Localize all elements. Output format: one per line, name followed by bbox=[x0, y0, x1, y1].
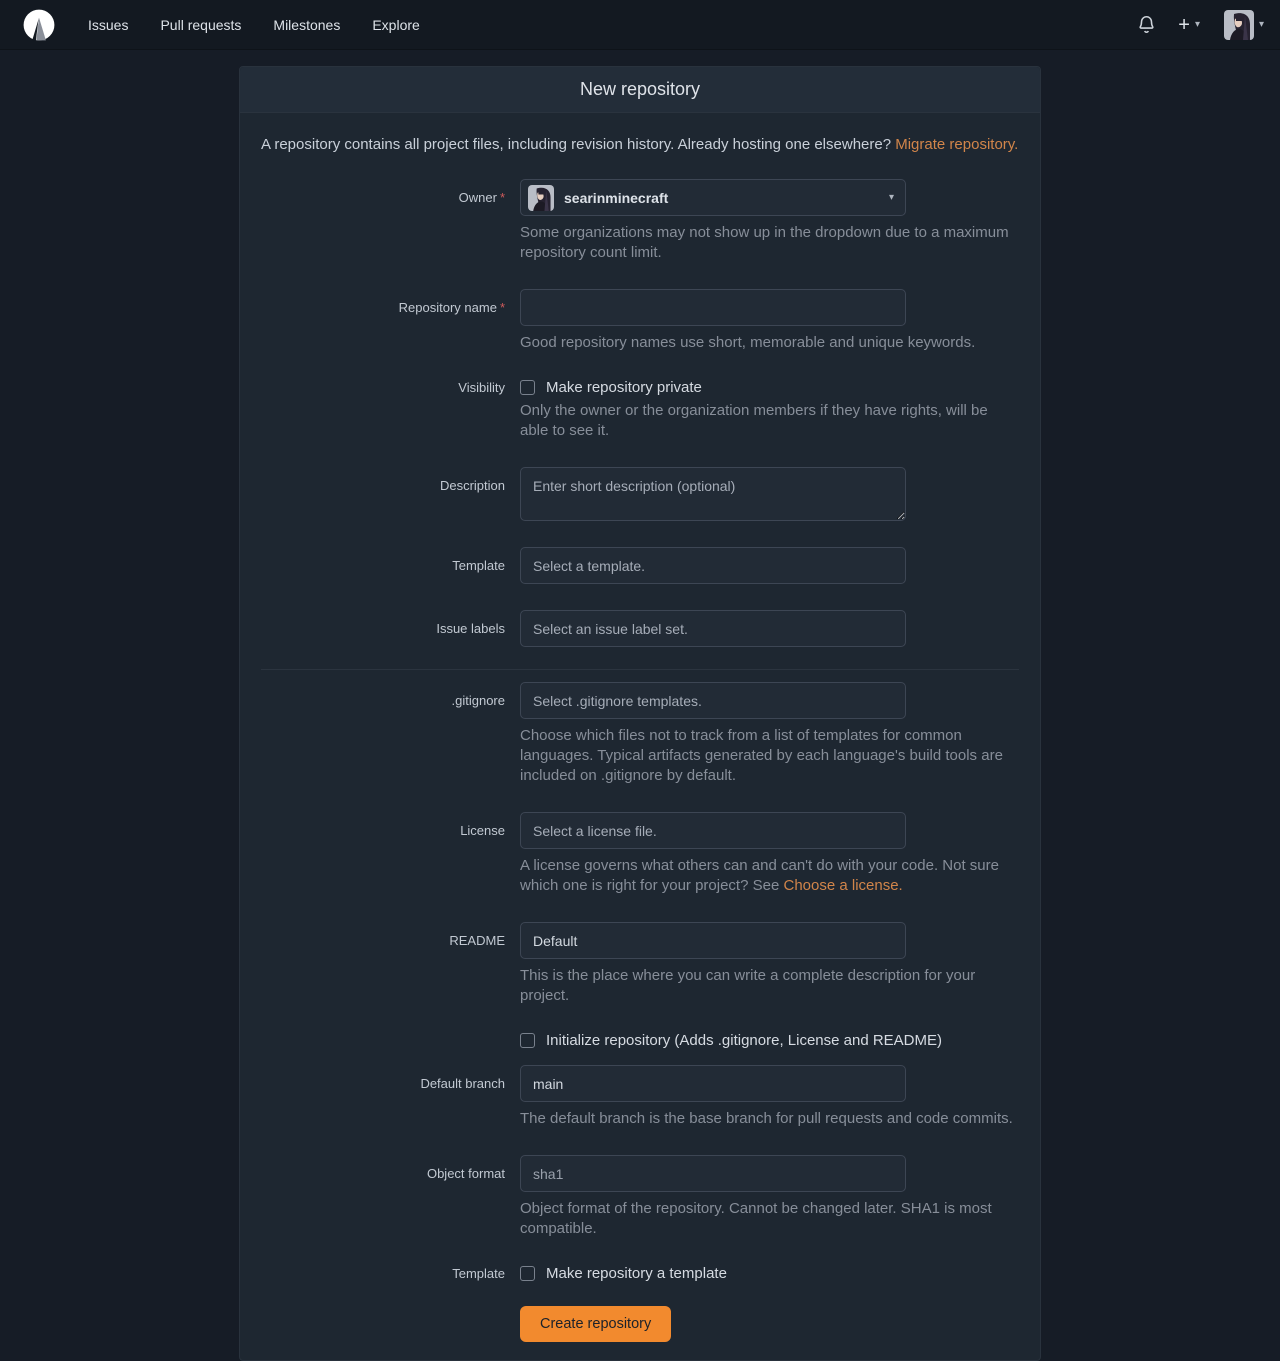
gitignore-placeholder: Select .gitignore templates. bbox=[533, 692, 702, 709]
create-new-menu[interactable] bbox=[1172, 9, 1206, 41]
nav-item-issues[interactable]: Issues bbox=[88, 16, 129, 33]
gitignore-label: .gitignore bbox=[451, 693, 505, 708]
template-flag-label: Template bbox=[452, 1266, 505, 1281]
owner-row bbox=[261, 179, 1019, 263]
license-placeholder: Select a license file. bbox=[533, 822, 657, 839]
owner-label-text: Owner bbox=[458, 190, 497, 205]
default-branch-help: The default branch is the base branch for pull requests and code commits. bbox=[520, 1110, 1013, 1127]
nav-item-pull-requests[interactable]: Pull requests bbox=[160, 16, 242, 33]
issue-labels-label: Issue labels bbox=[436, 621, 505, 636]
repo-name-label bbox=[261, 289, 505, 353]
object-format-select[interactable] bbox=[520, 1155, 906, 1192]
private-checkbox-line[interactable] bbox=[520, 379, 1019, 396]
visibility-row bbox=[261, 379, 1019, 441]
license-label: License bbox=[460, 823, 505, 838]
required-asterisk: * bbox=[499, 190, 505, 205]
template-flag-checkbox[interactable] bbox=[520, 1266, 535, 1281]
license-help bbox=[520, 856, 1019, 896]
initialize-checkbox-label: Initialize repository (Adds .gitignore, License and README) bbox=[546, 1032, 943, 1049]
initialize-row bbox=[261, 1032, 1019, 1049]
repo-name-help: Good repository names use short, memorable and unique keywords. bbox=[520, 334, 976, 351]
readme-help: This is the place where you can write a complete description for your project. bbox=[520, 967, 976, 1004]
object-format-value: sha1 bbox=[533, 1165, 564, 1182]
section-divider bbox=[261, 669, 1019, 670]
issue-labels-placeholder: Select an issue label set. bbox=[533, 620, 688, 637]
description-textarea[interactable] bbox=[520, 467, 906, 521]
issue-labels-select[interactable] bbox=[520, 610, 906, 647]
codeberg-logo-icon[interactable] bbox=[22, 8, 56, 42]
initialize-label-spacer bbox=[261, 1032, 505, 1049]
template-select[interactable] bbox=[520, 547, 906, 584]
object-format-label: Object format bbox=[426, 1166, 505, 1181]
readme-select[interactable] bbox=[520, 922, 906, 959]
initialize-checkbox-line[interactable] bbox=[520, 1032, 1019, 1049]
gitignore-row bbox=[261, 682, 1019, 786]
top-navbar bbox=[0, 0, 1280, 50]
initialize-checkbox[interactable] bbox=[520, 1033, 535, 1048]
choose-license-link[interactable]: Choose a license. bbox=[783, 877, 903, 894]
chevron-down-icon: ▾ bbox=[1258, 19, 1264, 30]
template-select-row bbox=[261, 547, 1019, 584]
owner-label bbox=[261, 179, 505, 263]
nav-item-milestones[interactable]: Milestones bbox=[273, 16, 341, 33]
issue-labels-row bbox=[261, 610, 1019, 647]
owner-help: Some organizations may not show up in the dropdown due to a maximum repository count limit. bbox=[520, 224, 1009, 261]
plus-icon: + bbox=[1178, 13, 1190, 36]
object-format-row bbox=[261, 1155, 1019, 1239]
template-flag-checkbox-line[interactable] bbox=[520, 1265, 1019, 1282]
intro-text bbox=[261, 135, 1019, 155]
readme-label: README bbox=[449, 933, 505, 948]
private-checkbox[interactable] bbox=[520, 380, 535, 395]
template-flag-checkbox-label: Make repository a template bbox=[546, 1265, 727, 1282]
panel-body bbox=[240, 113, 1040, 1360]
private-checkbox-label: Make repository private bbox=[546, 379, 702, 396]
page-title: New repository bbox=[579, 79, 701, 99]
chevron-down-icon: ▾ bbox=[888, 192, 894, 203]
nav-item-explore[interactable]: Explore bbox=[372, 16, 420, 33]
readme-row bbox=[261, 922, 1019, 1006]
repo-name-label-text: Repository name bbox=[398, 300, 497, 315]
license-select[interactable] bbox=[520, 812, 906, 849]
description-row bbox=[261, 467, 1019, 521]
description-label: Description bbox=[439, 478, 505, 493]
default-branch-row bbox=[261, 1065, 1019, 1129]
gitignore-select[interactable] bbox=[520, 682, 906, 719]
panel-header bbox=[240, 67, 1040, 113]
create-repository-button[interactable]: Create repository bbox=[520, 1306, 671, 1342]
repo-name-input[interactable] bbox=[520, 289, 906, 326]
navbar-right bbox=[1131, 9, 1264, 41]
notifications-bell-icon[interactable] bbox=[1131, 9, 1162, 40]
submit-label-spacer bbox=[261, 1282, 505, 1342]
repo-name-row bbox=[261, 289, 1019, 353]
visibility-help: Only the owner or the organization members if they have rights, will be able to see it. bbox=[520, 402, 988, 439]
license-row bbox=[261, 812, 1019, 896]
visibility-label: Visibility bbox=[458, 380, 505, 395]
license-help-text: A license governs what others can and can't do with your code. Not sure which one is right for your project? See bbox=[520, 857, 999, 894]
default-branch-label: Default branch bbox=[420, 1076, 505, 1091]
user-menu[interactable] bbox=[1224, 10, 1264, 40]
owner-avatar bbox=[528, 185, 554, 211]
intro-sentence: A repository contains all project files, including revision history. Already hosting one elsewhere? bbox=[261, 136, 892, 153]
template-flag-row bbox=[261, 1265, 1019, 1282]
submit-row bbox=[261, 1282, 1019, 1342]
user-avatar bbox=[1224, 10, 1254, 40]
owner-value: searinminecraft bbox=[564, 189, 669, 206]
template-select-placeholder: Select a template. bbox=[533, 557, 646, 574]
template-select-label: Template bbox=[452, 558, 505, 573]
owner-select[interactable] bbox=[520, 179, 906, 216]
migrate-repository-link[interactable]: Migrate repository. bbox=[895, 136, 1019, 153]
new-repository-panel bbox=[239, 66, 1041, 1361]
gitignore-help: Choose which files not to track from a list of templates for common languages. Typical artifacts generated by each language's build tools are included on .gitignore by default. bbox=[520, 727, 1003, 784]
object-format-help: Object format of the repository. Cannot be changed later. SHA1 is most compatible. bbox=[520, 1200, 992, 1237]
readme-value: Default bbox=[533, 932, 578, 949]
chevron-down-icon: ▾ bbox=[1194, 19, 1200, 30]
default-branch-input[interactable] bbox=[520, 1065, 906, 1102]
required-asterisk: * bbox=[499, 300, 505, 315]
